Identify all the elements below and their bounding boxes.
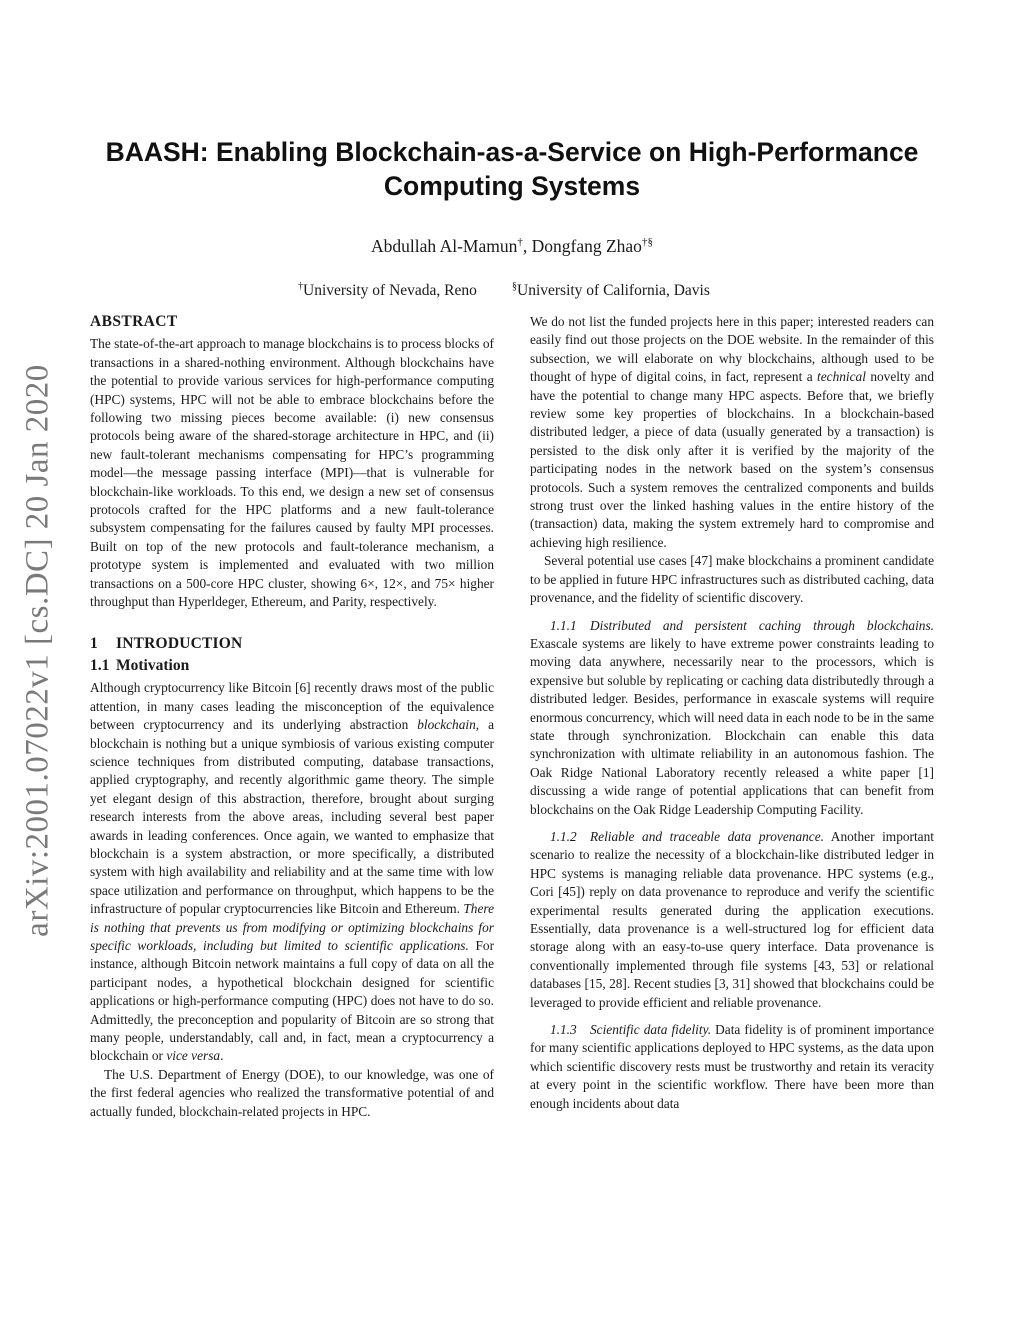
author-list — [60, 236, 964, 257]
affiliation — [298, 281, 477, 300]
affiliation-mark: § — [512, 281, 517, 292]
paragraph: The U.S. Department of Energy (DOE), to our knowledge, was one of the first federal agencies who realized the transformative potential of and actually funded, blockchain-related projects in HPC. — [90, 1066, 494, 1119]
subsubsection-paragraph: 1.1.3 Scientific data fidelity. Data fidelity is of prominent importance for many scientific applications deployed to HPC systems, as the data upon which scientific discovery rests must be trustworthy and retain its veracity at every point in the scientific workflow. There have been more than enough incidents about data — [530, 1022, 934, 1111]
affiliation-mark: † — [517, 236, 523, 249]
title-line-1: BAASH: Enabling Blockchain-as-a-Service on High-Performance — [105, 137, 919, 167]
subsubsection-title: Scientific data fidelity. — [590, 1022, 712, 1038]
subsubsection-title: Distributed and persistent caching through blockchains. — [590, 617, 934, 633]
author-separator: , — [522, 236, 532, 256]
arxiv-identifier: arXiv:2001.07022v1 [cs.DC] 20 Jan 2020 — [19, 364, 56, 937]
affiliation-mark: †§ — [641, 236, 653, 249]
section-heading — [90, 635, 494, 653]
affiliation-mark: † — [298, 281, 303, 292]
subsection-title: Motivation — [116, 656, 190, 674]
section-number: 1 — [90, 634, 98, 652]
title-line-2: Computing Systems — [383, 171, 641, 201]
paragraph: Several potential use cases [47] make blockchains a prominent candidate to be applied in future HPC infrastructures such as distributed caching, data provenance, and the fidelity of scientific discovery. — [530, 553, 934, 606]
affiliation — [512, 281, 710, 300]
paper-title — [60, 135, 964, 203]
paragraph: Although cryptocurrency like Bitcoin [6] recently draws most of the public attention, in many cases leading the misconception of the equivalence between cryptocurrency and its underlying abstraction blockchain, a blockchain is nothing but a unique symbiosis of various existing computer science techniques from distributed computing, database transactions, applied cryptography, and recently algorithmic game theory. The simple yet elegant design of this abstraction, therefore, brought about surging research interests from the above areas, including several best paper awards in leading conferences. Once again, we wanted to emphasize that blockchain is a system abstraction, or more specifically, a distributed system with high availability and reliability and at the same time with low space utilization and performance on throughput, which happens to be the infrastructure of popular cryptocurrencies like Bitcoin and Ethereum. There is nothing that prevents us from modifying or optimizing blockchains for specific workloads, including but limited to scientific applications. For instance, although Bitcoin network maintains a full copy of data on all the participant nodes, a hypothetical blockchain designed for scientific applications or high-performance computing (HPC) does not have to do so. Admittedly, the preconception and popularity of Bitcoin are so strong that many people, understandably, call and, in fact, mean a cryptocurrency a blockchain or vice versa. — [90, 680, 495, 1064]
subsubsection-number: 1.1.3 — [550, 1022, 577, 1038]
subsubsection-title: Reliable and traceable data provenance. — [590, 828, 824, 844]
section-title: INTRODUCTION — [116, 634, 243, 652]
right-column — [530, 313, 934, 1113]
subsubsection-paragraph: 1.1.1 Distributed and persistent caching through blockchains. Exascale systems are likely to have extreme power constraints leading to moving data anywhere, necessarily near to the processors, which is expensive but soluble by replicating or caching data distributedly through a distributed ledger. Besides, performance in exascale systems will require enormous concurrency, which will need data in each node to be in the same state through synchronization. Blockchain can enable this data synchronization with ultimate reliability in an autonomous fashion. The Oak Ridge National Laboratory recently released a white paper [1] discussing a wide range of potential applications that can benefit from blockchains on the Oak Ridge Leadership Computing Facility. — [530, 617, 934, 817]
subsection-heading — [90, 657, 494, 675]
abstract-text: The state-of-the-art approach to manage blockchains is to process blocks of transactions in a shared-nothing environment. Although blockchains have the potential to provide various services for high-performance computing (HPC) systems, HPC will not be able to embrace blockchains before the following two missing pieces become available: (i) new consensus protocols being aware of the shared-storage architecture in HPC, and (ii) new fault-tolerant mechanisms compensating for HPC’s programming model—the message passing interface (MPI)—that is vulnerable for blockchain-like workloads. To this end, we design a new set of consensus protocols crafted for the HPC platforms and a new fault-tolerance subsystem compensating for the failures caused by faulty MPI processes. Built on top of the new protocols and fault-tolerance mechanism, a prototype system is implemented and evaluated with two million transactions on a 500-core HPC cluster, showing 6×, 12×, and 75× higher throughput than Hyperldeger, Ethereum, and Parity, respectively. — [90, 336, 494, 610]
author-name: Dongfang Zhao — [531, 236, 642, 256]
paragraph: We do not list the funded projects here in this paper; interested readers can easily find out those projects on the DOE website. In the remainder of this subsection, we will elaborate on why blockchains, although used to be thought of hype of digital coins, in fact, represent a technical novelty and have the potential to change many HPC aspects. Before that, we briefly review some key properties of blockchains. In a blockchain-based distributed ledger, a piece of data (usually generated by a transaction) is persisted to the disk only after it is verified by the majority of the participating nodes in the network based on the system’s consensus protocols. Such a system removes the centralized components and builds strong trust over the linked hashing values in the entire history of the (transaction) data, making the system extremely hard to compromise and achieving high resilience. — [530, 314, 934, 550]
subsubsection-number: 1.1.2 — [550, 828, 577, 844]
subsection-number: 1.1 — [90, 656, 110, 674]
author-name: Abdullah Al-Mamun — [371, 236, 518, 256]
affiliation-name: University of Nevada, Reno — [303, 282, 477, 300]
abstract-heading: ABSTRACT — [90, 313, 178, 330]
left-column — [90, 313, 494, 1121]
affiliation-name: University of California, Davis — [517, 282, 710, 300]
subsubsection-number: 1.1.1 — [550, 617, 577, 633]
subsubsection-paragraph: 1.1.2 Reliable and traceable data provenance. Another important scenario to realize the necessity of a blockchain-like distributed ledger in HPC systems is managing reliable data provenance. HPC systems (e.g., Cori [45]) reply on data provenance to reproduce and verify the scientific experimental results generated during the application executions. Essentially, data provenance is a well-structured log for efficient data storage along with an easy-to-use query interface. Data provenance is conventionally implemented through file systems [43, 53] or relational databases [15, 28]. Recent studies [3, 31] showed that blockchains could be leveraged to provide efficient and reliable provenance. — [530, 828, 934, 1010]
